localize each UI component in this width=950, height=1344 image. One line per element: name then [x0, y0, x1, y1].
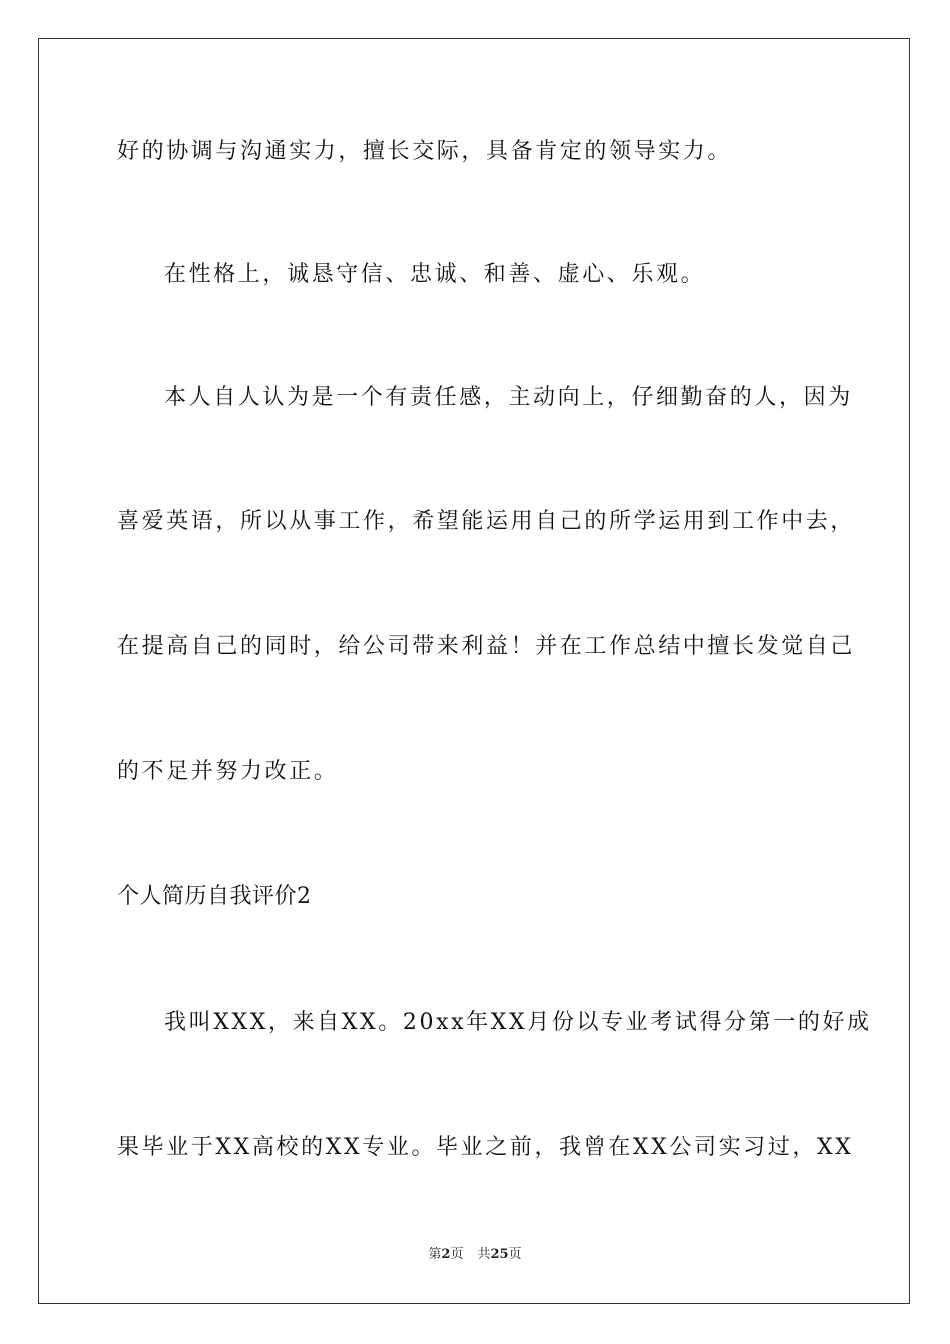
paragraph-line-7: 我叫XXX，来自XX。20xx年XX月份以专业考试得分第一的好成: [164, 1010, 872, 1035]
paragraph-line-6: 的不足并努力改正。: [117, 759, 339, 784]
paragraph-line-3: 本人自人认为是一个有责任感，主动向上，仔细勤奋的人，因为: [164, 385, 853, 410]
section-heading: 个人简历自我评价2: [117, 884, 312, 909]
footer-page-prefix: 第: [428, 1247, 442, 1262]
page-footer: [0, 1246, 950, 1264]
footer-page-current: 2: [441, 1247, 451, 1262]
paragraph-line-8: 果毕业于XX高校的XX专业。毕业之前，我曾在XX公司实习过，XX: [117, 1135, 854, 1160]
paragraph-line-2: 在性格上，诚恳守信、忠诚、和善、虚心、乐观。: [164, 262, 706, 287]
footer-total-prefix: 共: [477, 1247, 491, 1262]
footer-page-suffix: 页: [450, 1247, 464, 1262]
footer-total-suffix: 页: [508, 1247, 522, 1262]
paragraph-line-5: 在提高自己的同时，给公司带来利益！并在工作总结中擅长发觉自己: [117, 634, 856, 659]
footer-page-total: 25: [490, 1247, 509, 1262]
paragraph-line-4: 喜爱英语，所以从事工作，希望能运用自己的所学运用到工作中去，: [117, 509, 856, 534]
page-border: [38, 38, 910, 1304]
paragraph-line-1: 好的协调与沟通实力，擅长交际，具备肯定的领导实力。: [117, 139, 733, 164]
